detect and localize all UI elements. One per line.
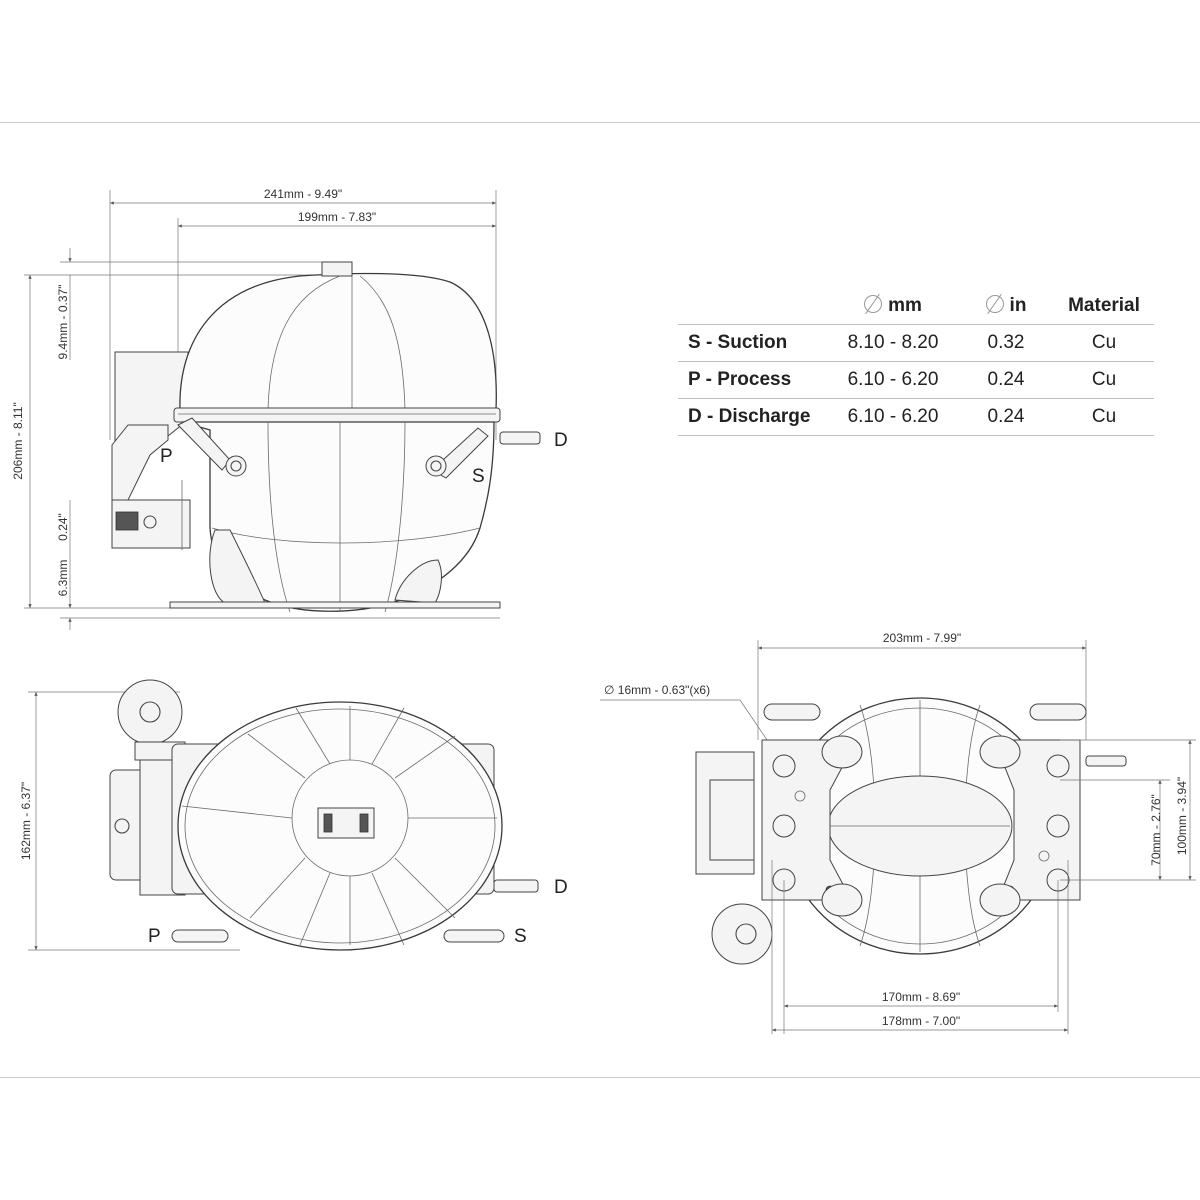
dim-mount-100: 100mm - 3.94": [1175, 776, 1189, 856]
row-material: Cu: [1054, 399, 1154, 436]
header-mm-label: mm: [888, 295, 922, 316]
dim-low-2: 6.3mm: [56, 559, 70, 597]
top-label-p: P: [148, 926, 161, 947]
row-label: D - Discharge: [678, 399, 828, 436]
top-label-s: S: [514, 926, 527, 947]
row-label: S - Suction: [678, 325, 828, 362]
header-material: Material: [1054, 288, 1154, 325]
dim-mount-170: 170mm - 8.69": [881, 990, 961, 1004]
connection-spec-table: [678, 288, 1154, 436]
front-label-d: D: [554, 430, 568, 451]
header-mm: [828, 288, 958, 325]
base-view: [600, 631, 1196, 1034]
dim-width-overall: 241mm - 9.49": [263, 187, 343, 201]
row-material: Cu: [1054, 362, 1154, 399]
row-in: 0.24: [958, 399, 1054, 436]
dim-low-1: 0.24": [56, 513, 70, 541]
dim-top-offset: 9.4mm - 0.37": [56, 284, 70, 360]
diameter-icon: [864, 295, 882, 313]
row-in: 0.24: [958, 362, 1054, 399]
row-mm: 8.10 - 8.20: [828, 325, 958, 362]
front-label-s: S: [472, 466, 485, 487]
dim-depth: 162mm - 6.37": [19, 781, 33, 861]
spec-table-header: [678, 288, 1154, 325]
dim-mount-178: 178mm - 7.00": [881, 1014, 961, 1028]
dim-base-width: 203mm - 7.99": [882, 631, 962, 645]
table-row: [678, 325, 1154, 362]
dim-mount-70: 70mm - 2.76": [1149, 794, 1163, 866]
diameter-icon: [986, 295, 1004, 313]
dim-width-body: 199mm - 7.83": [297, 210, 377, 224]
front-label-p: P: [160, 446, 173, 467]
dim-holes: ∅ 16mm - 0.63"(x6): [604, 683, 711, 697]
front-view: [11, 187, 568, 630]
header-empty: [678, 288, 828, 325]
row-mm: 6.10 - 6.20: [828, 362, 958, 399]
header-in: [958, 288, 1054, 325]
row-label: P - Process: [678, 362, 828, 399]
row-mm: 6.10 - 6.20: [828, 399, 958, 436]
row-in: 0.32: [958, 325, 1054, 362]
row-material: Cu: [1054, 325, 1154, 362]
dim-height: 206mm - 8.11": [11, 402, 25, 480]
top-label-d: D: [554, 877, 568, 898]
header-in-label: in: [1009, 295, 1027, 316]
table-row: [678, 362, 1154, 399]
top-view: [19, 680, 568, 950]
table-row: [678, 399, 1154, 436]
